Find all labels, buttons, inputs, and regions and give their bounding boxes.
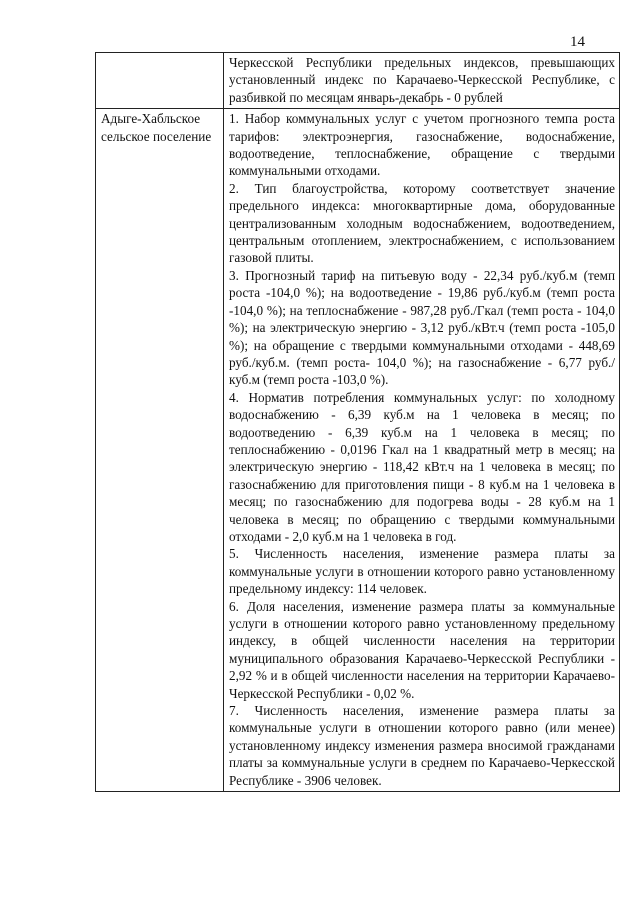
- paragraph-item: 5. Численность населения, изменение размера платы за коммунальные услуги в отношении которого равно установленному предельному индексу: 114 человек.: [229, 546, 615, 597]
- table-row: [96, 109, 620, 792]
- continuation-text: Черкесской Республики предельных индексов, превышающих установленный индекс по Карачаево-Черкесской Республике, с разбивкой по месяцам январь-декабрь - 0 рублей: [229, 55, 615, 105]
- paragraph-item: 2. Тип благоустройства, которому соответствует значение предельного индекса: многоквартирные дома, оборудованные централизованным холодным водоснабжением, водоотведением, центральным отоплением, электроснабжением, с использованием газовой плиты.: [229, 180, 615, 266]
- paragraph-item: 6. Доля населения, изменение размера платы за коммунальные услуги в отношении которого равно установленному предельному индексу, в общей численности населения на территории муниципального образования Карачаево-Черкесской Республики - 2,92 % и в общей численности населения на территории Карачаево-Черкесской Республики - 0,02 %.: [229, 598, 615, 701]
- table-cell-description: [224, 109, 620, 792]
- paragraph-item: 1. Набор коммунальных услуг с учетом прогнозного темпа роста тарифов: электроэнергия, газоснабжение, водоснабжение, водоотведение, теплоснабжение, обращение с твердыми коммунальными отходами.: [229, 111, 615, 179]
- table-cell-municipality: [96, 53, 224, 109]
- page-number: 14: [570, 34, 585, 50]
- paragraph-item: 4. Норматив потребления коммунальных услуг: по холодному водоснабжению - 6,39 куб.м на 1 человека в месяц; по водоотведению - 6,39 куб.м на 1 человека в месяц; по теплоснабжению - 0,0196 Гкал на 1 квадратный метр в месяц; на электрическую энергию - 118,42 кВт.ч на 1 человека в месяц; по газоснабжению для приготовления пищи - 8 куб.м на 1 человека в месяц; по газоснабжению для подогрева воды - 28 куб.м на 1 человека в месяц; по обращению с твердыми коммунальными отходами - 2,0 куб.м на 1 человека в год.: [229, 389, 615, 544]
- table-cell-municipality: Адыге-Хабльское сельское поселение: [96, 109, 224, 792]
- paragraph-item: 3. Прогнозный тариф на питьевую воду - 22,34 руб./куб.м (темп роста -104,0 %); на водоотведение - 19,86 руб./куб.м (темп роста -104,0 %); на теплоснабжение - 987,28 руб./Гкал (темп роста - 104,0 %); на электрическую энергию - 3,12 руб./кВт.ч (темп роста -105,0 %); на обращение с твердыми коммунальными отходами - 448,69 руб./куб.м. (темп роста- 104,0 %); на газоснабжение - 6,77 руб./куб.м (темп роста -103,0 %).: [229, 267, 615, 388]
- table-cell-description: [224, 53, 620, 109]
- table-row: [96, 53, 620, 109]
- paragraph-item: 7. Численность населения, изменение размера платы за коммунальные услуги в отношении которого равно (или менее) установленному индексу изменения размера вносимой гражданами платы за коммунальные услуги в среднем по Карачаево-Черкесской Республике - 3906 человек.: [229, 703, 615, 788]
- indices-table: [95, 52, 620, 792]
